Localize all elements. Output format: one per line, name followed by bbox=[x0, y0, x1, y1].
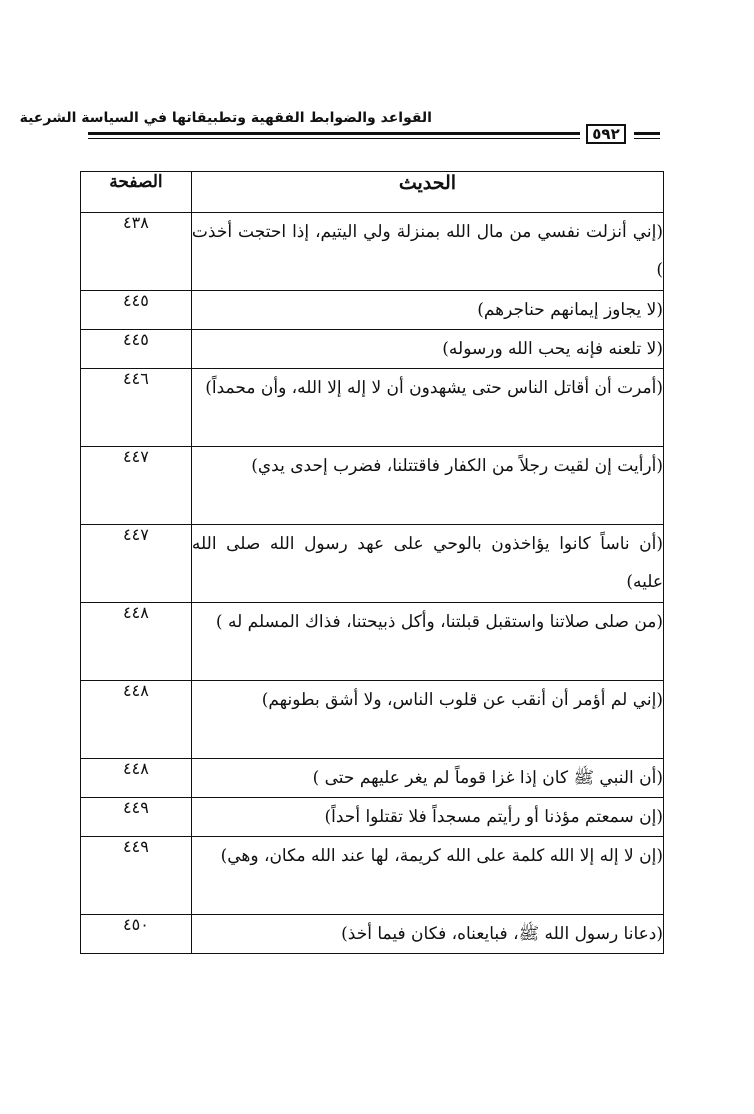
page-ref: ٤٥٠ bbox=[81, 915, 192, 954]
table-row bbox=[81, 447, 664, 525]
header-rule-right-thin bbox=[634, 138, 660, 139]
hadith-text: (لا يجاوز إيمانهم حناجرهم) bbox=[191, 291, 663, 330]
page-ref: ٤٤٥ bbox=[81, 291, 192, 330]
header-rule-right-thick bbox=[634, 132, 660, 135]
table-row bbox=[81, 681, 664, 759]
page-ref: ٤٤٩ bbox=[81, 837, 192, 915]
page-ref: ٤٤٦ bbox=[81, 369, 192, 447]
table-row bbox=[81, 330, 664, 369]
hadith-text: (دعانا رسول الله ﷺ، فبايعناه، فكان فيما أخذ) bbox=[191, 915, 663, 954]
page-ref: ٤٤٥ bbox=[81, 330, 192, 369]
page-ref: ٤٤٧ bbox=[81, 447, 192, 525]
page-ref: ٤٤٩ bbox=[81, 798, 192, 837]
page-ref: ٤٤٧ bbox=[81, 525, 192, 603]
page-ref: ٤٣٨ bbox=[81, 213, 192, 291]
page-ref: ٤٤٨ bbox=[81, 603, 192, 681]
hadith-text: (من صلى صلاتنا واستقبل قبلتنا، وأكل ذبيحتنا، فذاك المسلم له ) bbox=[191, 603, 663, 681]
hadith-text: (أرأيت إن لقيت رجلاً من الكفار فاقتتلنا، فضرب إحدى يدي) bbox=[191, 447, 663, 525]
page-header bbox=[19, 106, 660, 152]
table-row bbox=[81, 798, 664, 837]
hadith-text: (إن لا إله إلا الله كلمة على الله كريمة، لها عند الله مكان، وهي) bbox=[191, 837, 663, 915]
table-row bbox=[81, 603, 664, 681]
header-rule-thick bbox=[88, 132, 580, 135]
hadith-index-table bbox=[80, 171, 664, 954]
hadith-text: (أمرت أن أقاتل الناس حتى يشهدون أن لا إله إلا الله، وأن محمداً) bbox=[191, 369, 663, 447]
table-row bbox=[81, 369, 664, 447]
hadith-text: (إني لم أؤمر أن أنقب عن قلوب الناس، ولا أشق بطونهم) bbox=[191, 681, 663, 759]
table-row bbox=[81, 759, 664, 798]
column-header-hadith: الحديث bbox=[191, 172, 663, 213]
table-header-row bbox=[81, 172, 664, 213]
page-ref: ٤٤٨ bbox=[81, 681, 192, 759]
table-row bbox=[81, 915, 664, 954]
running-title: القواعد والضوابط الفقهية وتطبيقاتها في السياسة الشرعية bbox=[19, 110, 432, 126]
hadith-text: (إني أنزلت نفسي من مال الله بمنزلة ولي اليتيم، إذا احتجت أخذت ) bbox=[191, 213, 663, 291]
column-header-page: الصفحة bbox=[81, 172, 192, 213]
header-rule-thin bbox=[88, 138, 580, 139]
table-row bbox=[81, 837, 664, 915]
hadith-text: (لا تلعنه فإنه يحب الله ورسوله) bbox=[191, 330, 663, 369]
page-ref: ٤٤٨ bbox=[81, 759, 192, 798]
hadith-text: (أن ناساً كانوا يؤاخذون بالوحي على عهد رسول الله صلى الله عليه) bbox=[191, 525, 663, 603]
table-row bbox=[81, 291, 664, 330]
page-number: ٥٩٢ bbox=[586, 124, 626, 144]
table-row bbox=[81, 213, 664, 291]
hadith-text: (إن سمعتم مؤذنا أو رأيتم مسجداً فلا تقتلوا أحداً) bbox=[191, 798, 663, 837]
table-row bbox=[81, 525, 664, 603]
hadith-text: (أن النبي ﷺ كان إذا غزا قوماً لم يغر عليهم حتى ) bbox=[191, 759, 663, 798]
